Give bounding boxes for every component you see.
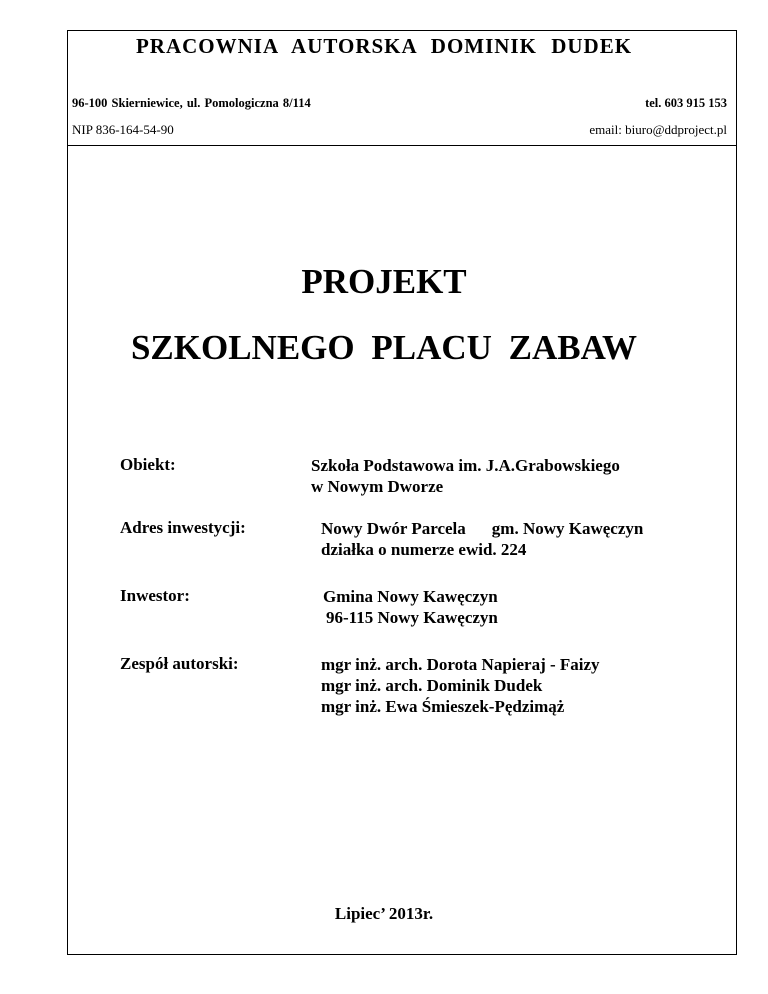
object-line-2: w Nowym Dworze — [311, 477, 444, 496]
investment-address-commune: gm. Nowy Kawęczyn — [491, 519, 644, 538]
investment-address-place: Nowy Dwór Parcela — [321, 519, 466, 538]
investment-address-line-1 — [321, 518, 643, 539]
author-team-list — [321, 654, 600, 717]
object-label: Obiekt: — [120, 455, 176, 474]
author-team-label: Zespół autorski: — [120, 654, 239, 673]
firm-name: PRACOWNIA AUTORSKA DOMINIK DUDEK — [135, 34, 633, 58]
header-divider — [67, 145, 737, 146]
firm-address: 96-100 Skierniewice, ul. Pomologiczna 8/114 — [72, 96, 311, 110]
firm-nip: NIP 836-164-54-90 — [72, 122, 174, 137]
author-member: mgr inż. arch. Dominik Dudek — [321, 676, 543, 695]
author-member: mgr inż. Ewa Śmieszek-Pędzimąż — [321, 697, 565, 716]
investment-address-label: Adres inwestycji: — [120, 518, 246, 537]
investor-line-1: Gmina Nowy Kawęczyn — [323, 587, 498, 606]
firm-phone: tel. 603 915 153 — [645, 96, 727, 110]
investor-label: Inwestor: — [120, 586, 190, 605]
firm-email: email: biuro@ddproject.pl — [589, 122, 727, 137]
document-subtitle: SZKOLNEGO PLACU ZABAW — [130, 328, 638, 367]
investment-address-line-2: działka o numerze ewid. 224 — [321, 540, 527, 559]
document-date: Lipiec’ 2013r. — [334, 904, 434, 923]
investor-line-2: 96-115 Nowy Kawęczyn — [326, 608, 498, 627]
object-value — [311, 455, 620, 497]
object-line-1: Szkoła Podstawowa im. J.A.Grabowskiego — [311, 456, 620, 475]
document-title: PROJEKT — [301, 262, 467, 301]
author-member: mgr inż. arch. Dorota Napieraj - Faizy — [321, 655, 600, 674]
